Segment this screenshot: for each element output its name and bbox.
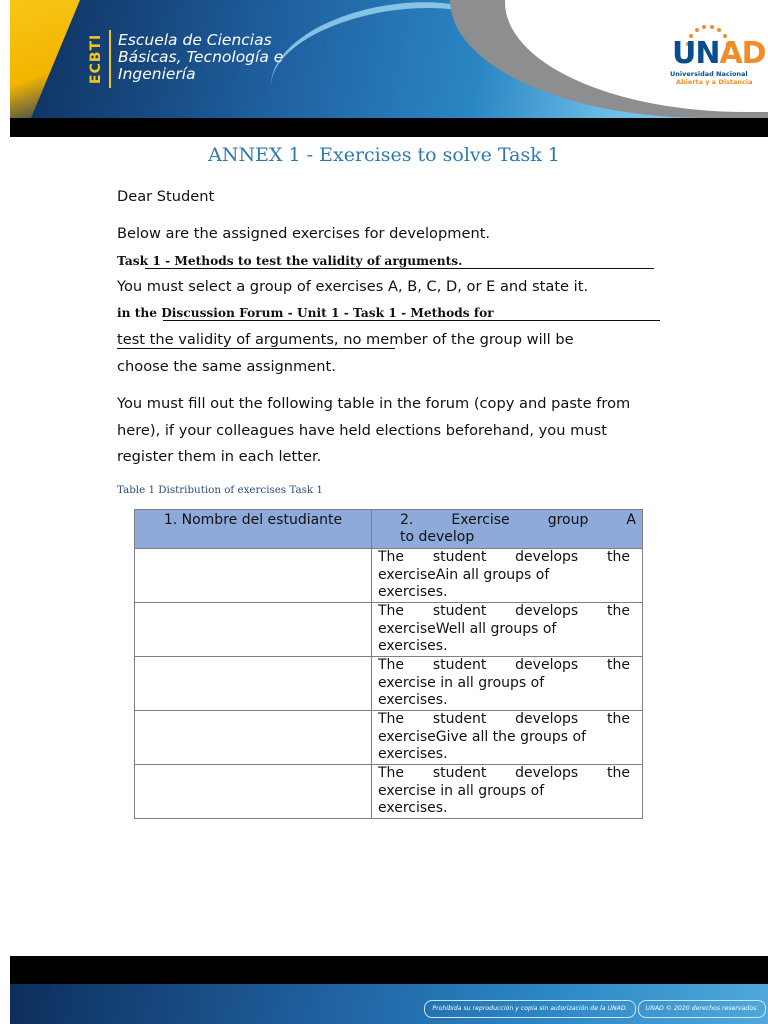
logo-subtitle-2: Abierta y a Distancia (676, 78, 753, 86)
greeting: Dear Student (117, 188, 215, 205)
cell-line: exercise in all groups of (378, 782, 545, 799)
cell-line: exerciseGive all the groups of (378, 728, 586, 745)
header-banner (10, 0, 768, 137)
header-word: A (626, 512, 636, 528)
student-name-cell[interactable] (135, 765, 372, 819)
cell-word: develops (515, 603, 579, 619)
table-header-row (135, 510, 643, 549)
school-name-line: Básicas, Tecnología e (118, 48, 284, 66)
cell-word: develops (515, 549, 579, 565)
cell-word: the (607, 765, 630, 781)
header-word: group (547, 512, 589, 528)
header-exercise-group (372, 510, 643, 549)
cell-word: student (432, 603, 487, 619)
cell-word: The (378, 549, 405, 565)
logo-wordmark (672, 36, 766, 71)
cell-line: exercises. (378, 800, 448, 816)
unad-logo (660, 22, 766, 92)
table-row (135, 603, 643, 657)
forum-line-underline (163, 320, 660, 321)
table-row (135, 549, 643, 603)
cell-word: develops (515, 657, 579, 673)
cell-line: exerciseWell all groups of (378, 620, 557, 637)
table-row (135, 657, 643, 711)
task-heading: Task 1 - Methods to test the validity of arguments. (117, 254, 463, 268)
cell-word: student (432, 765, 487, 781)
table-caption: Table 1 Distribution of exercises Task 1 (117, 484, 323, 496)
cell-word: The (378, 603, 405, 619)
logo-wordmark-main: UN (672, 36, 720, 71)
exercise-cell (372, 711, 643, 765)
footer-copy-notice: Prohibida su reproducción y copia sin autorización de la UNAD. (424, 1000, 636, 1018)
logo-subtitle-1: Universidad Nacional (670, 70, 748, 78)
school-name-line: Escuela de Ciencias (118, 31, 272, 49)
document-title: ANNEX 1 - Exercises to solve Task 1 (208, 144, 560, 166)
intro-paragraph: Below are the assigned exercises for development. (117, 225, 491, 242)
cell-word: develops (515, 765, 579, 781)
student-name-cell[interactable] (135, 711, 372, 765)
student-name-cell[interactable] (135, 549, 372, 603)
choose-line: choose the same assignment. (117, 358, 336, 375)
cell-line: exerciseAin all groups of (378, 566, 550, 583)
cell-word: student (432, 549, 487, 565)
cell-line: exercises. (378, 638, 448, 654)
footer-banner (10, 956, 768, 1024)
school-name (118, 32, 283, 83)
cell-word: The (378, 765, 405, 781)
cell-line: exercises. (378, 584, 448, 600)
student-name-cell[interactable] (135, 603, 372, 657)
footer-copyright: UNAD © 2020 derechos reservados. (638, 1000, 766, 1018)
exercise-cell (372, 549, 643, 603)
fill-instruction-line: You must fill out the following table in the forum (copy and paste from (117, 395, 631, 412)
ecbti-divider (109, 30, 111, 88)
cell-word: the (607, 657, 630, 673)
header-line-2: to develop (400, 529, 475, 545)
exercise-cell (372, 657, 643, 711)
ecbti-label: ECBTI (88, 33, 104, 85)
cell-word: the (607, 711, 630, 727)
table-row (135, 765, 643, 819)
header-word: Exercise (451, 512, 510, 528)
cell-word: student (432, 711, 487, 727)
cell-word: student (432, 657, 487, 673)
validity-line: test the validity of arguments, no member of the group will be (117, 331, 574, 348)
table-row (135, 711, 643, 765)
select-instruction: You must select a group of exercises A, B, C, D, or E and state it. (117, 278, 589, 295)
cell-word: the (607, 549, 630, 565)
cell-word: develops (515, 711, 579, 727)
header-student-name: 1. Nombre del estudiante (135, 510, 372, 549)
cell-line: exercises. (378, 692, 448, 708)
cell-line: exercises. (378, 746, 448, 762)
exercise-cell (372, 765, 643, 819)
fill-instruction-line: here), if your colleagues have held elections beforehand, you must (117, 422, 607, 439)
header-word: 2. (400, 512, 414, 528)
school-name-line: Ingeniería (118, 65, 196, 83)
validity-line-underline (117, 348, 395, 349)
task-heading-underline (145, 268, 654, 269)
student-name-cell[interactable] (135, 657, 372, 711)
cell-word: The (378, 711, 405, 727)
cell-word: The (378, 657, 405, 673)
logo-wordmark-accent: AD (719, 36, 766, 71)
fill-instruction-line: register them in each letter. (117, 448, 322, 465)
exercise-cell (372, 603, 643, 657)
forum-line: in the Discussion Forum - Unit 1 - Task 1 - Methods for (117, 306, 494, 320)
cell-line: exercise in all groups of (378, 674, 545, 691)
cell-word: the (607, 603, 630, 619)
exercise-distribution-table (134, 509, 643, 819)
